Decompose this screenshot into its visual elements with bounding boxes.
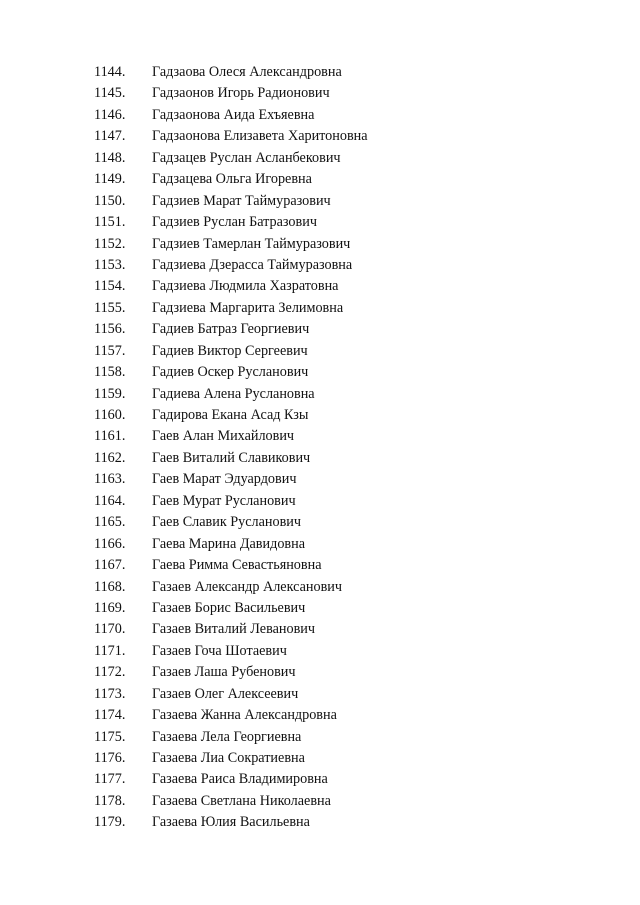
entry-name: Гадзиев Марат Таймуразович: [152, 192, 331, 209]
entry-name: Гадзаонов Игорь Радионович: [152, 85, 330, 102]
list-item: [0, 534, 640, 555]
list-item: [0, 191, 640, 212]
list-item: [0, 512, 640, 533]
entry-number: 1164.: [94, 492, 126, 509]
entry-name: Газаев Гоча Шотаевич: [152, 642, 287, 659]
entry-number: 1149.: [94, 171, 126, 188]
entry-name: Гадзаова Олеся Александровна: [152, 64, 342, 80]
entry-number: 1165.: [94, 514, 126, 531]
list-item: [0, 212, 640, 233]
list-item: [0, 641, 640, 662]
entry-name: Гадиев Виктор Сергеевич: [152, 342, 308, 359]
entry-number: 1168.: [94, 578, 126, 595]
entry-name: Гадзацева Ольга Игоревна: [152, 171, 312, 188]
list-item: [0, 255, 640, 276]
entry-number: 1153.: [94, 256, 126, 273]
entry-number: 1176.: [94, 750, 126, 766]
entry-number: 1148.: [94, 149, 126, 166]
entry-name: Гадзиев Тамерлан Таймуразович: [152, 235, 351, 252]
entry-name: Гадзиева Людмила Хазратовна: [152, 278, 339, 295]
list-item: [0, 362, 640, 383]
list-item: [0, 619, 640, 640]
entry-name: Гаева Марина Давидовна: [152, 535, 306, 552]
entry-number: 1157.: [94, 342, 126, 359]
list-item: [0, 577, 640, 598]
entry-name: Газаев Олег Алексеевич: [152, 685, 299, 702]
entry-number: 1159.: [94, 385, 126, 402]
entry-name: Гаев Виталий Славикович: [152, 449, 311, 466]
entry-name: Гаев Мурат Русланович: [152, 492, 296, 509]
entry-name: Газаева Лиа Сократиевна: [152, 750, 305, 766]
list-item: [0, 748, 640, 769]
list-item: [0, 319, 640, 340]
entry-name: Гадзиева Дзерасса Таймуразовна: [152, 256, 353, 273]
entry-name: Гадзиева Маргарита Зелимовна: [152, 299, 344, 316]
entry-number: 1167.: [94, 557, 126, 574]
entry-name: Гадзиев Руслан Батразович: [152, 214, 317, 231]
entry-number: 1175.: [94, 728, 126, 745]
entry-name: Газаева Светлана Николаевна: [152, 792, 331, 809]
entry-name: Гадзаонова Аида Ехъяевна: [152, 106, 315, 123]
list-item: [0, 491, 640, 512]
entry-name: Гаев Алан Михайлович: [152, 428, 295, 445]
entry-number: 1166.: [94, 535, 126, 552]
entry-number: 1170.: [94, 621, 126, 638]
entry-name: Гадиева Алена Руслановна: [152, 385, 315, 402]
entry-name: Гадзаонова Елизавета Харитоновна: [152, 128, 368, 145]
entry-number: 1144.: [94, 64, 126, 80]
entry-name: Газаева Раиса Владимировна: [152, 771, 328, 788]
list-item: [0, 769, 640, 790]
entry-number: 1161.: [94, 428, 126, 445]
list-item: [0, 727, 640, 748]
list-item: [0, 169, 640, 190]
name-list: [0, 62, 640, 834]
entry-number: 1155.: [94, 299, 126, 316]
entry-name: Гадиев Оскер Русланович: [152, 364, 309, 381]
entry-name: Гаев Марат Эдуардович: [152, 471, 297, 488]
list-item: [0, 812, 640, 833]
entry-name: Газаева Юлия Васильевна: [152, 814, 310, 831]
entry-number: 1146.: [94, 106, 126, 123]
list-item: [0, 405, 640, 426]
entry-number: 1147.: [94, 128, 126, 145]
entry-name: Газаев Александр Алексанович: [152, 578, 343, 595]
entry-name: Газаев Лаша Рубенович: [152, 664, 296, 681]
list-item: [0, 276, 640, 297]
entry-number: 1174.: [94, 707, 126, 724]
entry-number: 1160.: [94, 407, 126, 423]
entry-number: 1151.: [94, 214, 126, 231]
entry-number: 1172.: [94, 664, 126, 681]
list-item: [0, 234, 640, 255]
entry-name: Газаева Лела Георгиевна: [152, 728, 302, 745]
entry-name: Гадирова Екана Асад Кзы: [152, 407, 309, 423]
list-item: [0, 662, 640, 683]
list-item: [0, 298, 640, 319]
list-item: [0, 448, 640, 469]
entry-name: Газаева Жанна Александровна: [152, 707, 337, 724]
entry-name: Газаев Борис Васильевич: [152, 599, 306, 616]
list-item: [0, 83, 640, 104]
entry-number: 1145.: [94, 85, 126, 102]
entry-name: Гадзацев Руслан Асланбекович: [152, 149, 341, 166]
list-item: [0, 469, 640, 490]
entry-number: 1162.: [94, 449, 126, 466]
list-item: [0, 126, 640, 147]
entry-number: 1152.: [94, 235, 126, 252]
entry-number: 1179.: [94, 814, 126, 831]
list-item: [0, 598, 640, 619]
list-item: [0, 426, 640, 447]
entry-name: Гаева Римма Севастьяновна: [152, 557, 322, 574]
list-item: [0, 791, 640, 812]
entry-number: 1150.: [94, 192, 126, 209]
entry-name: Газаев Виталий Леванович: [152, 621, 315, 638]
list-item: [0, 341, 640, 362]
list-item: [0, 62, 640, 83]
entry-number: 1173.: [94, 685, 126, 702]
list-item: [0, 705, 640, 726]
entry-number: 1154.: [94, 278, 126, 295]
entry-number: 1156.: [94, 321, 126, 338]
list-item: [0, 384, 640, 405]
entry-number: 1169.: [94, 599, 126, 616]
entry-number: 1171.: [94, 642, 126, 659]
list-item: [0, 684, 640, 705]
list-item: [0, 555, 640, 576]
entry-name: Гадиев Батраз Георгиевич: [152, 321, 310, 338]
list-item: [0, 105, 640, 126]
entry-name: Гаев Славик Русланович: [152, 514, 302, 531]
entry-number: 1177.: [94, 771, 126, 788]
entry-number: 1163.: [94, 471, 126, 488]
entry-number: 1158.: [94, 364, 126, 381]
list-item: [0, 148, 640, 169]
entry-number: 1178.: [94, 792, 126, 809]
